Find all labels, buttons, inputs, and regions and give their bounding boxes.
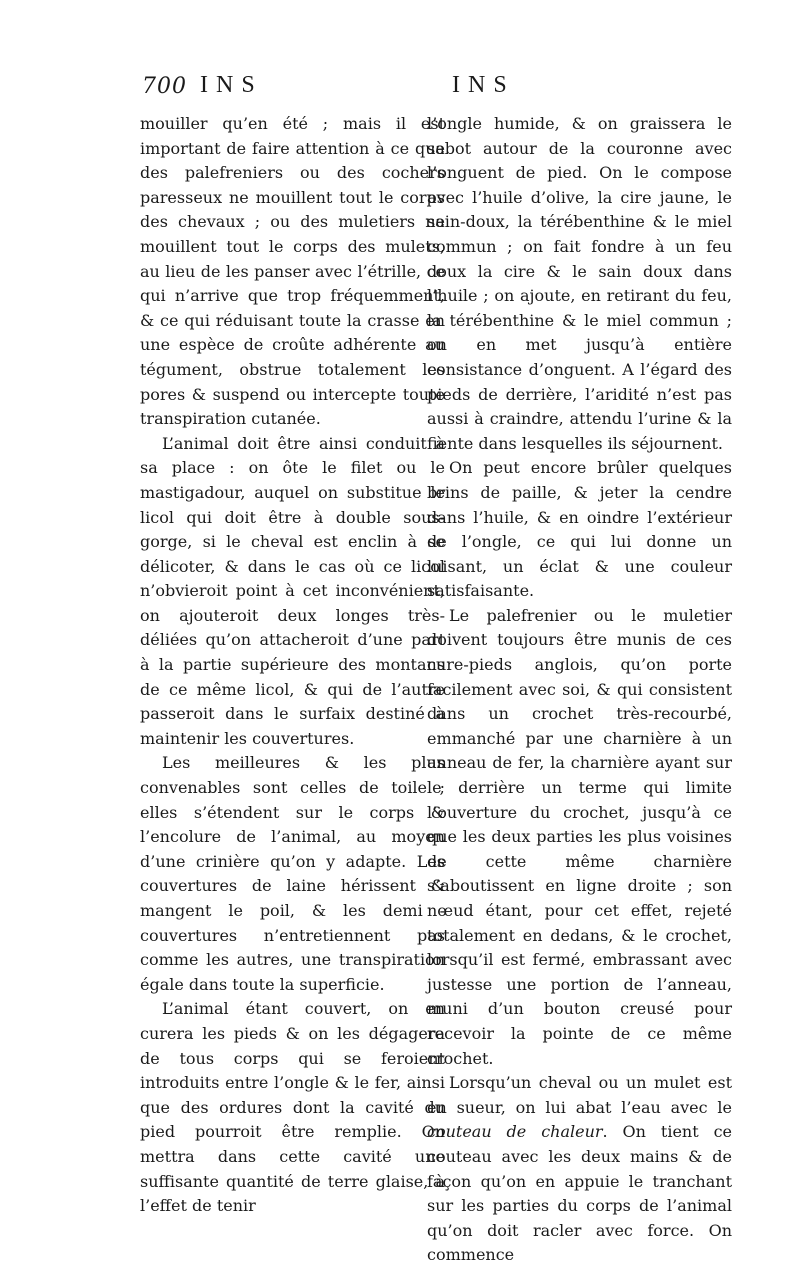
right-paragraph-4	[427, 1071, 732, 1268]
right-running-head: INS	[452, 72, 515, 98]
left-paragraph-4: L’animal étant couvert, on en curera les pieds & on les dégagera de tous corps qui se feroient introduits entre l’ongle & le fer, ainsi que des ordures dont la cavité du pied pourroit être remplie. On mettra dans cette cavité une suffisante quantité de terre glaise, à l’effet de tenir	[140, 999, 445, 1216]
paragraph-text: . On tient ce couteau avec les deux mains & de façon qu’on en appuie le tranchant sur les parties du corps de l’animal qu’on doit racler avec force. On commence	[427, 1122, 732, 1265]
page-number: 700	[142, 74, 187, 99]
paragraph-text: Lorsqu’un cheval ou un mulet est en sueur, on lui abat l’eau avec le	[427, 1073, 732, 1117]
left-paragraph-2: L’animal doit être ainsi conduit à sa place : on ôte le filet ou le mastigadour, auquel on substitue le licol qui doit être à double sous-gorge, si le cheval est enclin à se délicoter, & dans le cas où ce licol n’obvieroit point à cet inconvénient, on ajouteroit deux longes très-déliées qu’on attacheroit d’une part à la partie supérieure des montans de ce même licol, & qui de l’autre passeroit dans le surfaix destiné à maintenir les couvertures.	[140, 433, 445, 748]
left-text-column	[140, 112, 445, 1219]
page-header	[0, 72, 800, 104]
right-paragraph-2: On peut encore brûler quelques brins de paille, & jeter la cendre dans l’huile, & en oindre l’extérieur de l’ongle, ce qui lui donne un luisant, un éclat & une couleur satisfaisante.	[427, 458, 732, 601]
right-paragraph-3: Le palefrenier ou le muletier doivent toujours être munis de ces cure-pieds anglois, qu’on porte facilement avec soi, & qui consistent dans un crochet très-recourbé, emmanché par une charnière à un anneau de fer, la charnière ayant sur le derrière un terme qui limite l’ouverture du crochet, jusqu’à ce que les deux parties les plus voisines de cette même charnière s’aboutissent en ligne droite ; son nœud étant, pour cet effet, rejeté totalement en dedans, & le crochet, lorsqu’il est fermé, embrassant avec justesse une portion de l’anneau, muni d’un bouton creusé pour recevoir la pointe de ce même crochet.	[427, 605, 732, 1068]
right-paragraph-1: l’ongle humide, & on graissera le sabot autour de la couronne avec l’onguent de pied. On le compose avec l’huile d’olive, la cire jaune, le sain-doux, la térébenthine & le miel commun ; on fait fondre à un feu doux la cire & le sain doux dans l’huile ; on ajoute, en retirant du feu, la térébenthine & le miel commun ; on en met jusqu’à entière consistance d’onguent. A l’égard des pieds de derrière, l’aridité n’est pas aussi à craindre, attendu l’urine & la fiente dans lesquelles ils séjournent.	[427, 114, 732, 453]
left-paragraph-3: Les meilleures & les plus convenables sont celles de toile ; elles s’étendent sur le corps & l’encolure de l’animal, au moyen d’une crinière qu’on y adapte. Les couvertures de laine hérissent & mangent le poil, & les demi - couvertures n’entretiennent pas comme les autres, une transpiration égale dans toute la superficie.	[140, 753, 445, 994]
left-paragraph-1: mouiller qu’en été ; mais il est important de faire attention à ce que des palefreniers ou des cochers paresseux ne mouillent tout le corps des chevaux ; ou des muletiers ne mouillent tout le corps des mulets, au lieu de les panser avec l’étrille, ce qui n’arrive que trop fréquemment, & ce qui réduisant toute la crasse en une espèce de croûte adhérente au tégument, obstrue totalement les pores & suspend ou intercepte toute transpiration cutanée.	[140, 114, 445, 429]
italic-term-couteau-de-chaleur: couteau de chaleur	[427, 1122, 603, 1142]
right-text-column	[427, 112, 732, 1268]
left-running-head: INS	[200, 72, 263, 98]
